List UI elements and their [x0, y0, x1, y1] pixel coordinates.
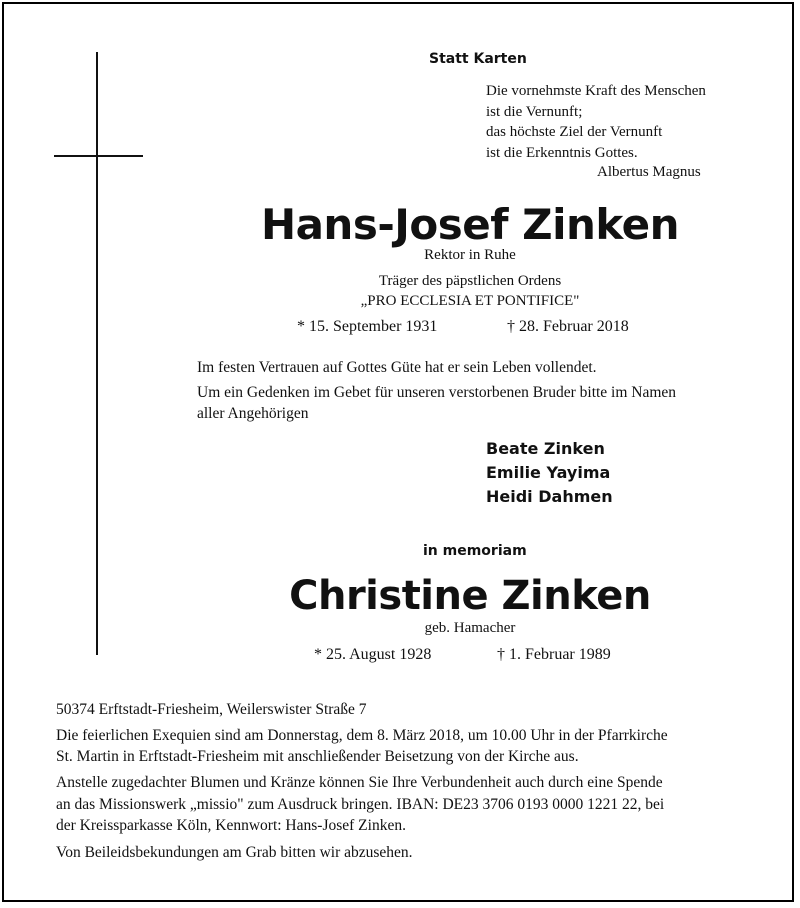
mourner-name: Beate Zinken [486, 439, 605, 458]
mourner-name: Emilie Yayima [486, 463, 611, 482]
cross-horizontal-bar [54, 155, 143, 157]
order-line-2: „PRO ECCLESIA ET PONTIFICE" [360, 293, 580, 309]
quote-line: ist die Vernunft; [486, 103, 583, 120]
mourners-list [486, 437, 613, 509]
mourner-name: Heidi Dahmen [486, 487, 613, 506]
memoriam-name: Christine Zinken [289, 573, 651, 619]
condolence-note: Von Beileidsbekundungen am Grab bitten wir abzusehen. [56, 844, 413, 861]
quote-line: das höchste Ziel der Vernunft [486, 124, 663, 140]
cross-vertical-bar [96, 52, 98, 655]
service-line-2: St. Martin in Erftstadt-Friesheim mit anschließender Beisetzung von der Kirche aus. [56, 748, 579, 765]
deceased-name: Hans-Josef Zinken [260, 200, 680, 249]
memoriam-born: * 25. August 1928 [314, 646, 432, 663]
footer-address: 50374 Erftstadt-Friesheim, Weilerswister Straße 7 [56, 701, 367, 718]
donation-line-3: der Kreissparkasse Köln, Kennwort: Hans-Josef Zinken. [56, 817, 406, 834]
quote-author: Albertus Magnus [597, 164, 701, 180]
service-line-1: Die feierlichen Exequien sind am Donnerstag, dem 8. März 2018, um 10.00 Uhr in der Pfarrkirche [56, 727, 668, 744]
deceased-title: Rektor in Ruhe [424, 247, 516, 263]
memoriam-died: † 1. Februar 1989 [497, 646, 611, 663]
header-statt-karten: Statt Karten [429, 51, 527, 67]
deceased-born: * 15. September 1931 [297, 318, 438, 335]
deceased-died: † 28. Februar 2018 [507, 318, 629, 335]
quote-block [486, 81, 706, 163]
in-memoriam-label: in memoriam [423, 543, 527, 559]
message-line-1: Im festen Vertrauen auf Gottes Güte hat er sein Leben vollendet. [197, 359, 597, 376]
quote-line: Die vornehmste Kraft des Menschen [486, 83, 706, 99]
message-line-3: aller Angehörigen [197, 405, 309, 422]
quote-line: ist die Erkenntnis Gottes. [486, 144, 638, 161]
memoriam-maiden-name: geb. Hamacher [424, 620, 516, 636]
donation-line-1: Anstelle zugedachter Blumen und Kränze können Sie Ihre Verbundenheit auch durch eine Spende [56, 774, 663, 791]
donation-line-2: an das Missionswerk „missio" zum Ausdruck bringen. IBAN: DE23 3706 0193 0000 1221 22, bei [56, 796, 665, 813]
message-line-2: Um ein Gedenken im Gebet für unseren verstorbenen Bruder bitte im Namen [197, 384, 677, 401]
order-line-1: Träger des päpstlichen Ordens [378, 273, 562, 289]
